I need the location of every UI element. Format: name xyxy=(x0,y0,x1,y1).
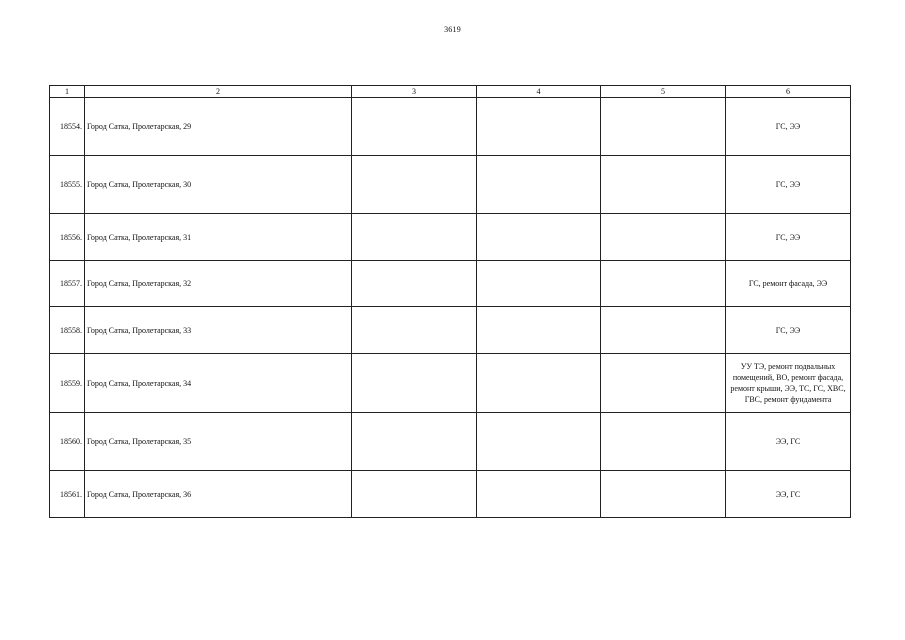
row-cell-5 xyxy=(601,156,726,214)
row-address: Город Сатка, Пролетарская, 30 xyxy=(85,156,352,214)
row-cell-5 xyxy=(601,307,726,354)
row-address: Город Сатка, Пролетарская, 36 xyxy=(85,471,352,518)
row-number: 18560. xyxy=(50,413,85,471)
row-cell-3 xyxy=(352,471,477,518)
table-header-row xyxy=(50,86,851,98)
row-cell-5 xyxy=(601,214,726,261)
row-cell-3 xyxy=(352,98,477,156)
row-cell-3 xyxy=(352,261,477,307)
row-number: 18557. xyxy=(50,261,85,307)
row-works: ГС, ЭЭ xyxy=(726,214,851,261)
column-header-1: 1 xyxy=(50,86,85,98)
row-works: ГС, ЭЭ xyxy=(726,156,851,214)
row-cell-4 xyxy=(477,214,601,261)
row-works: ГС, ремонт фасада, ЭЭ xyxy=(726,261,851,307)
row-address: Город Сатка, Пролетарская, 34 xyxy=(85,354,352,413)
row-number: 18561. xyxy=(50,471,85,518)
row-works: УУ ТЭ, ремонт подвальных помещений, ВО, ремонт фасада, ремонт крыши, ЭЭ, ТС, ГС, ХВС, ГВС, ремонт фундамента xyxy=(726,354,851,413)
row-address: Город Сатка, Пролетарская, 31 xyxy=(85,214,352,261)
table-row xyxy=(50,98,851,156)
row-address: Город Сатка, Пролетарская, 33 xyxy=(85,307,352,354)
row-number: 18554. xyxy=(50,98,85,156)
row-works: ЭЭ, ГС xyxy=(726,471,851,518)
row-number: 18556. xyxy=(50,214,85,261)
row-cell-3 xyxy=(352,214,477,261)
row-cell-3 xyxy=(352,156,477,214)
column-header-3: 3 xyxy=(352,86,477,98)
row-cell-4 xyxy=(477,98,601,156)
table-row xyxy=(50,261,851,307)
table-row xyxy=(50,354,851,413)
column-header-6: 6 xyxy=(726,86,851,98)
row-works: ЭЭ, ГС xyxy=(726,413,851,471)
table-row xyxy=(50,156,851,214)
row-cell-5 xyxy=(601,354,726,413)
row-cell-5 xyxy=(601,471,726,518)
row-address: Город Сатка, Пролетарская, 32 xyxy=(85,261,352,307)
column-header-2: 2 xyxy=(85,86,352,98)
table-row xyxy=(50,413,851,471)
row-cell-3 xyxy=(352,307,477,354)
column-header-5: 5 xyxy=(601,86,726,98)
row-number: 18559. xyxy=(50,354,85,413)
row-cell-5 xyxy=(601,261,726,307)
row-cell-4 xyxy=(477,261,601,307)
column-header-4: 4 xyxy=(477,86,601,98)
row-cell-3 xyxy=(352,354,477,413)
row-cell-4 xyxy=(477,413,601,471)
row-address: Город Сатка, Пролетарская, 29 xyxy=(85,98,352,156)
row-number: 18555. xyxy=(50,156,85,214)
row-cell-3 xyxy=(352,413,477,471)
table-row xyxy=(50,214,851,261)
row-cell-4 xyxy=(477,156,601,214)
row-address: Город Сатка, Пролетарская, 35 xyxy=(85,413,352,471)
row-works: ГС, ЭЭ xyxy=(726,98,851,156)
row-cell-5 xyxy=(601,98,726,156)
row-cell-4 xyxy=(477,307,601,354)
table-row xyxy=(50,307,851,354)
row-cell-4 xyxy=(477,354,601,413)
row-cell-4 xyxy=(477,471,601,518)
row-number: 18558. xyxy=(50,307,85,354)
table-row xyxy=(50,471,851,518)
row-works: ГС, ЭЭ xyxy=(726,307,851,354)
registry-table xyxy=(49,85,851,518)
page-number: 3619 xyxy=(444,25,461,34)
row-cell-5 xyxy=(601,413,726,471)
